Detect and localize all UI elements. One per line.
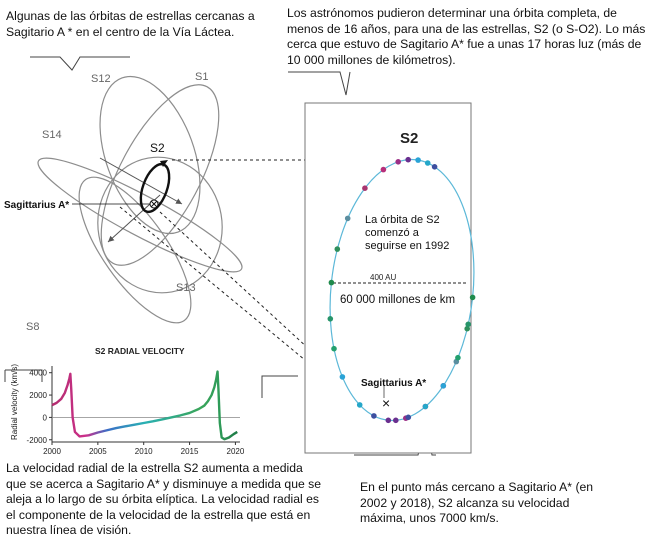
s2-observation-point bbox=[395, 159, 401, 165]
s2-observation-point bbox=[432, 164, 438, 170]
s2-observation-point bbox=[393, 418, 399, 424]
s2-observation-point bbox=[357, 402, 363, 408]
s2-observation-point bbox=[381, 167, 387, 173]
chart-title: S2 RADIAL VELOCITY bbox=[95, 346, 185, 356]
radial-velocity-chart bbox=[10, 346, 245, 456]
pointer-chart-right bbox=[262, 376, 298, 398]
pointer-top-left bbox=[30, 57, 130, 70]
chart-series-line bbox=[52, 372, 237, 440]
scale-translation: 60 000 millones de km bbox=[340, 294, 456, 306]
label-s12: S12 bbox=[91, 73, 111, 85]
s2-observation-point bbox=[340, 374, 346, 380]
chart-y-tick-label: 2000 bbox=[29, 391, 47, 401]
orbit-s8 bbox=[59, 161, 210, 339]
s2-observation-point bbox=[465, 322, 471, 328]
chart-x-tick-label: 2015 bbox=[180, 447, 199, 456]
caption-s2-orbit: Los astrónomos pudieron determinar una órbita completa, de menos de 16 años, para una de las estrellas, S2 (o S-O2). Lo más cerca que estuvo de Sagitario A* fue a unas 17 horas luz (más de 10 000 millones de kilómetros). bbox=[287, 6, 646, 67]
s2-observation-point bbox=[331, 346, 337, 352]
s2-observation-point bbox=[329, 280, 335, 286]
caption-radial-velocity: La velocidad radial de la estrella S2 aumenta a medida que se acerca a Sagitario A* y disminuye a medida que se aleja a lo largo de su órbita elíptica. La velocidad radial es el componente de la velocidad de la estrella que está en nuestra línea de visión. bbox=[6, 461, 322, 537]
s2-tracking-note: La órbita de S2 comenzó a seguirse en 1992 bbox=[365, 214, 461, 253]
chart-x-tick-label: 2010 bbox=[134, 447, 153, 456]
s2-observation-point bbox=[425, 160, 431, 166]
s2-observation-point bbox=[415, 157, 421, 163]
s2-observation-point bbox=[386, 418, 392, 424]
chart-x-tick-label: 2020 bbox=[226, 447, 245, 456]
scale-label: 400 AU bbox=[370, 273, 397, 282]
s2-observation-point bbox=[362, 185, 368, 191]
caption-closest-approach: En el punto más cercano a Sagitario A* (en 2002 y 2018), S2 alcanza su velocidad máxima, unos 7000 km/s. bbox=[360, 480, 594, 525]
s2-title: S2 bbox=[400, 130, 419, 147]
s2-observation-point bbox=[405, 157, 411, 163]
label-sagittarius-a: Sagittarius A* bbox=[4, 200, 70, 211]
orbits-panel bbox=[4, 63, 251, 339]
orbit-s12 bbox=[81, 63, 220, 247]
s2-observation-point bbox=[328, 316, 334, 322]
label-s8: S8 bbox=[26, 321, 40, 333]
chart-y-label: Radial velocity (km/s) bbox=[10, 363, 19, 440]
s2-center-marker: × bbox=[382, 395, 391, 411]
s2-observation-point bbox=[406, 415, 412, 421]
caption-orbits: Algunas de las órbitas de estrellas cercanas a Sagitario A * en el centro de la Vía Láctea. bbox=[6, 9, 255, 39]
label-s2: S2 bbox=[150, 141, 165, 155]
s2-observation-point bbox=[423, 404, 429, 410]
chart-y-tick-label: -2000 bbox=[26, 435, 47, 445]
label-s1: S1 bbox=[195, 71, 209, 83]
s2-observation-point bbox=[371, 413, 377, 419]
chart-y-tick-label: 4000 bbox=[29, 368, 47, 378]
chart-y-tick-label: 0 bbox=[42, 413, 47, 423]
s2-observation-point bbox=[345, 216, 351, 222]
s2-center-label: Sagittarius A* bbox=[361, 378, 427, 389]
pointer-top-right bbox=[288, 72, 350, 95]
chart-x-tick-label: 2005 bbox=[88, 447, 107, 456]
label-s14: S14 bbox=[42, 129, 62, 141]
s2-observation-point bbox=[441, 383, 447, 389]
chart-x-tick-label: 2000 bbox=[43, 447, 61, 456]
s2-observation-point bbox=[335, 246, 341, 252]
s2-orbit-panel bbox=[305, 103, 486, 453]
label-s13: S13 bbox=[176, 282, 196, 294]
s2-observation-point bbox=[470, 295, 476, 301]
s2-observation-point bbox=[455, 355, 461, 361]
